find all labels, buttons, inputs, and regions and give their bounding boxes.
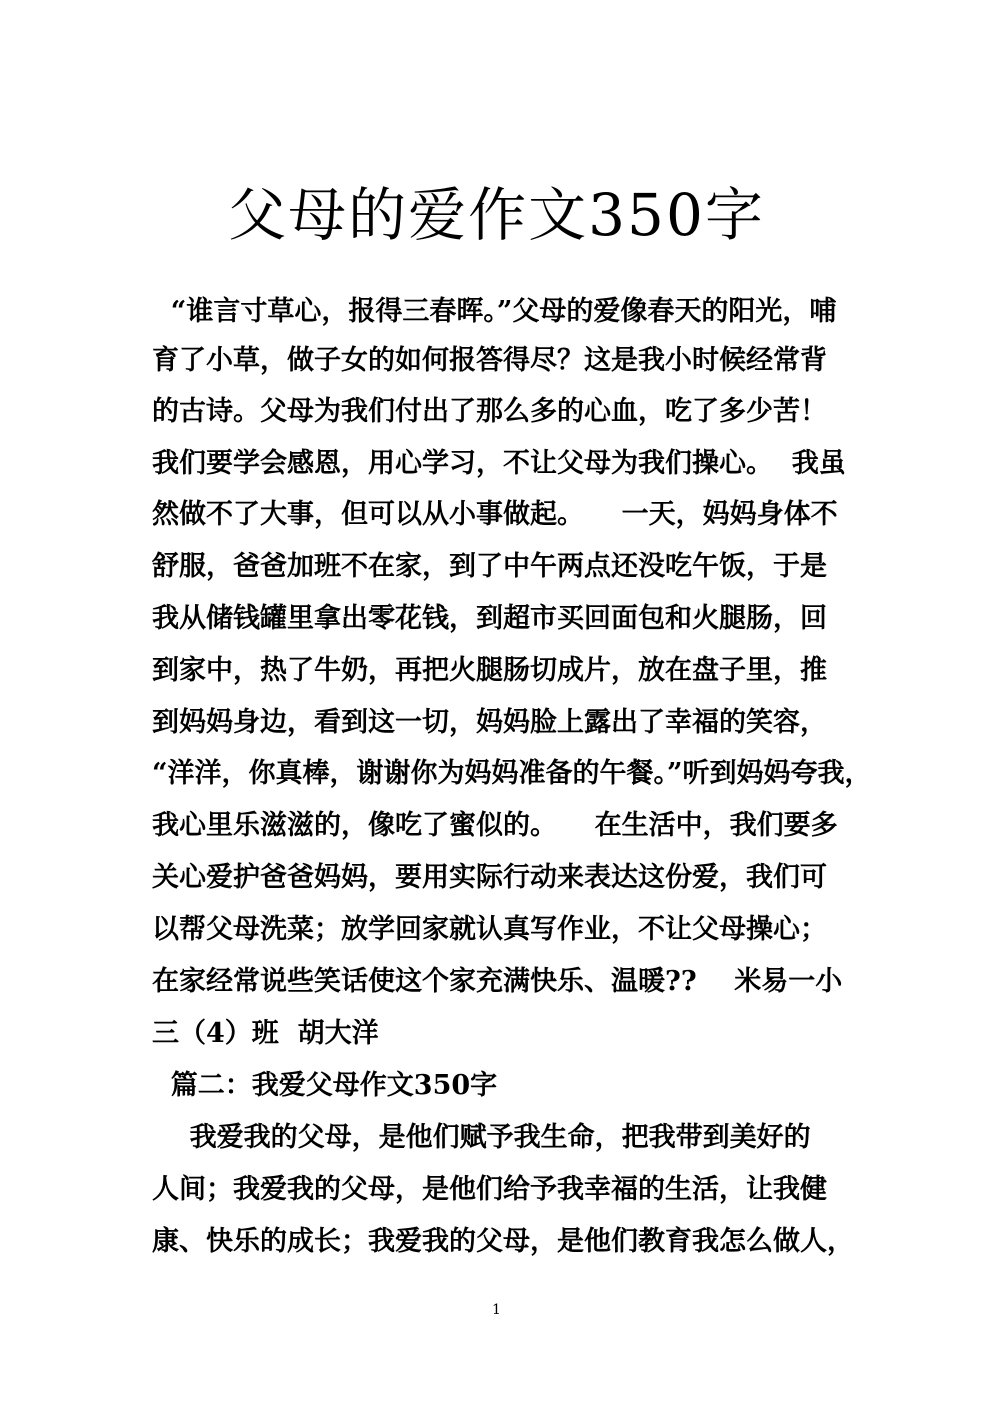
body-line: 到妈妈身边，看到这一切，妈妈脸上露出了幸福的笑容， [152, 707, 827, 738]
body-line: 我心里乐滋滋的，像吃了蜜似的。 在生活中，我们要多 [152, 810, 838, 841]
body-line: 然做不了大事，但可以从小事做起。 一天，妈妈身体不 [152, 499, 838, 530]
body-line: 关心爱护爸爸妈妈，要用实际行动来表达这份爱，我们可 [152, 862, 827, 893]
body-line: 的古诗。父母为我们付出了那么多的心血，吃了多少苦！ [152, 396, 827, 427]
body-line: 我从储钱罐里拿出零花钱，到超市买回面包和火腿肠，回 [152, 603, 827, 634]
body-line: 到家中，热了牛奶，再把火腿肠切成片，放在盘子里，推 [152, 655, 827, 686]
body-line: 舒服，爸爸加班不在家，到了中午两点还没吃午饭，于是 [152, 551, 827, 582]
page-title: 父母的爱作文350字 [228, 181, 765, 249]
body-line: “谁言寸草心，报得三春晖。”父母的爱像春天的阳光，哺 [152, 296, 837, 327]
body-line: 我爱我的父母，是他们赋予我生命，把我带到美好的 [152, 1122, 811, 1153]
page-number: 1 [492, 1302, 501, 1318]
body-line: 在家经常说些笑话使这个家充满快乐、温暖?? 米易一小 [152, 966, 843, 997]
body-line: 三（4）班 胡大洋 [152, 1018, 379, 1049]
body-line: 人间；我爱我的父母，是他们给予我幸福的生活，让我健 [152, 1174, 827, 1205]
body-line: 康、快乐的成长；我爱我的父母，是他们教育我怎么做人， [152, 1226, 854, 1257]
body-line: 育了小草，做子女的如何报答得尽？这是我小时候经常背 [152, 345, 827, 376]
body-line: 以帮父母洗菜；放学回家就认真写作业，不让父母操心； [152, 914, 827, 945]
body-line: 我们要学会感恩，用心学习，不让父母为我们操心。 我虽 [152, 448, 846, 479]
body-line: “洋洋，你真棒，谢谢你为妈妈准备的午餐。”听到妈妈夸我， [152, 758, 872, 789]
section-heading: 篇二：我爱父母作文350字 [152, 1070, 498, 1101]
